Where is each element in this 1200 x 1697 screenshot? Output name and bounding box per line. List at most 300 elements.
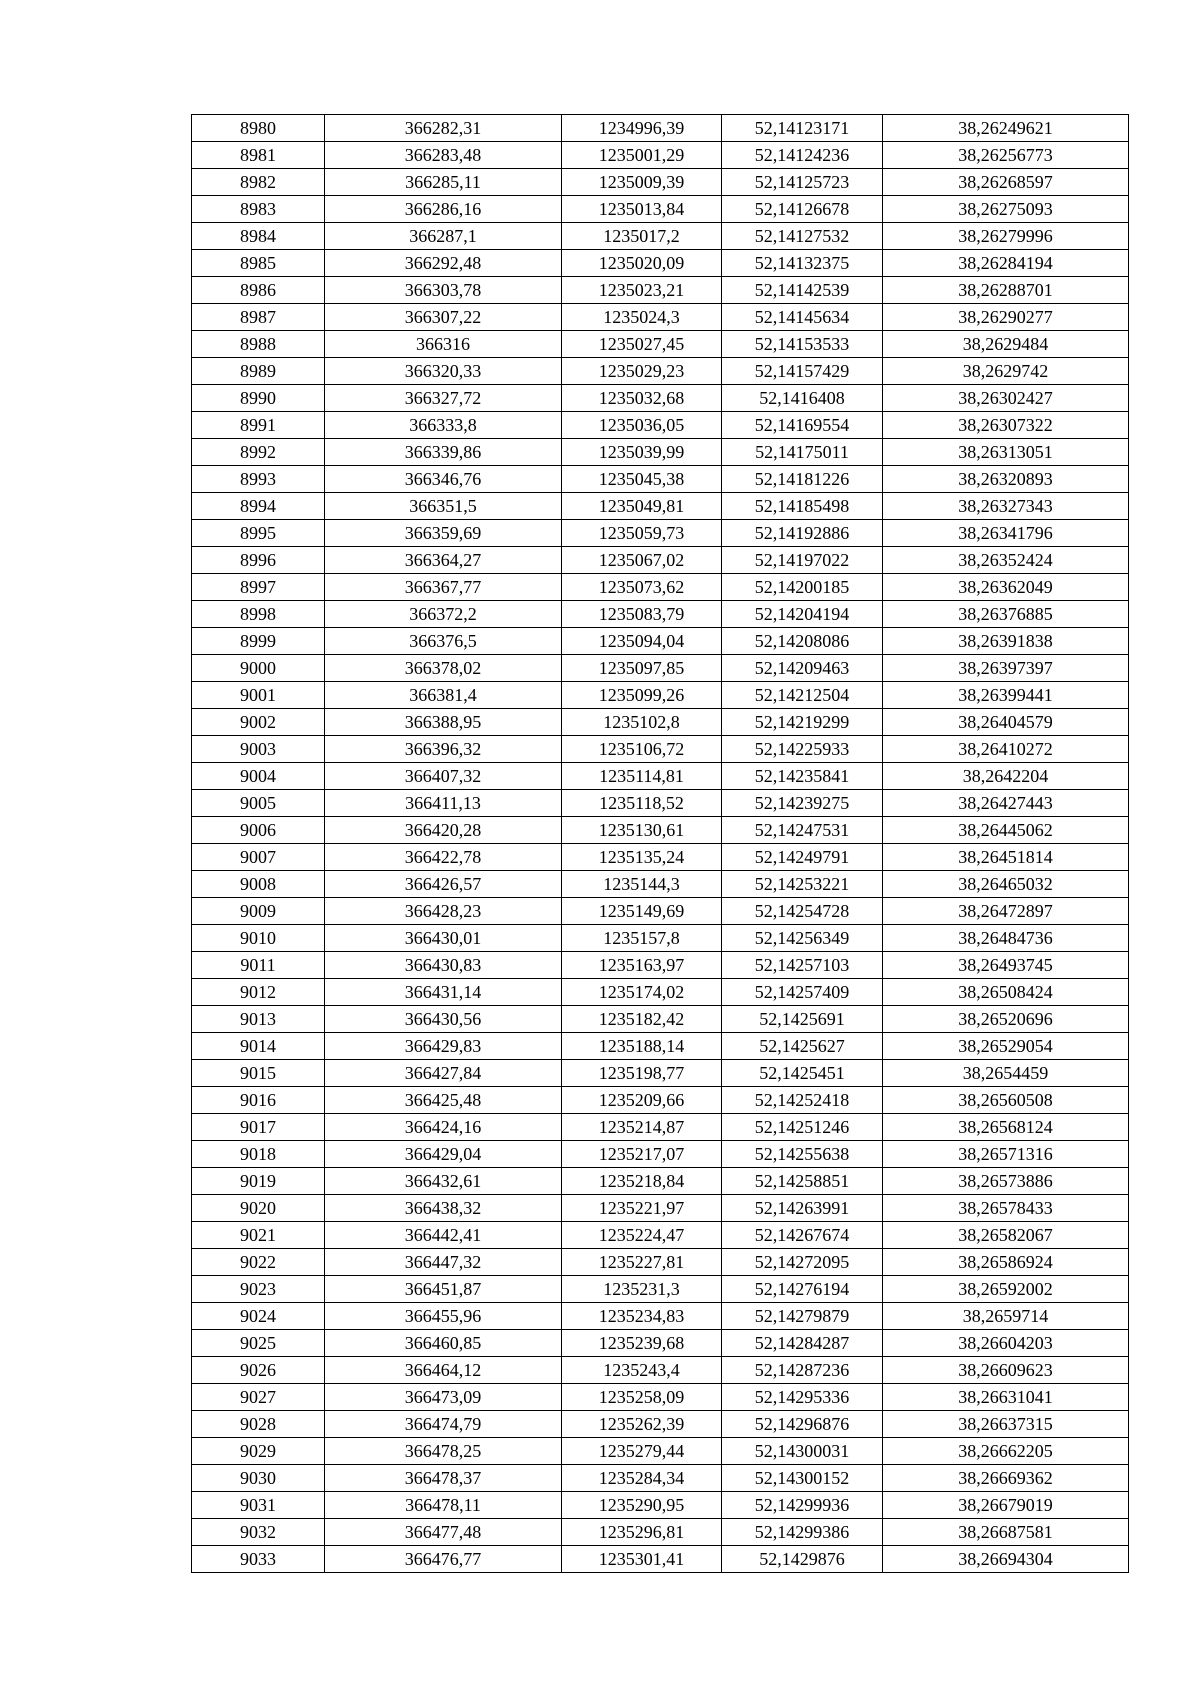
x-coordinate-cell: 366388,95 — [325, 709, 562, 736]
point-number-cell: 8998 — [192, 601, 325, 628]
table-row — [192, 871, 1129, 898]
y-coordinate-cell: 1235157,8 — [562, 925, 722, 952]
longitude-cell: 38,26249621 — [883, 115, 1129, 142]
y-coordinate-cell: 1235023,21 — [562, 277, 722, 304]
point-number-cell: 9032 — [192, 1519, 325, 1546]
y-coordinate-cell: 1235234,83 — [562, 1303, 722, 1330]
point-number-cell: 8983 — [192, 196, 325, 223]
x-coordinate-cell: 366287,1 — [325, 223, 562, 250]
point-number-cell: 8995 — [192, 520, 325, 547]
longitude-cell: 38,26451814 — [883, 844, 1129, 871]
x-coordinate-cell: 366364,27 — [325, 547, 562, 574]
table-row — [192, 844, 1129, 871]
longitude-cell: 38,26568124 — [883, 1114, 1129, 1141]
x-coordinate-cell: 366476,77 — [325, 1546, 562, 1573]
x-coordinate-cell: 366320,33 — [325, 358, 562, 385]
latitude-cell: 52,14192886 — [722, 520, 883, 547]
point-number-cell: 8994 — [192, 493, 325, 520]
x-coordinate-cell: 366477,48 — [325, 1519, 562, 1546]
y-coordinate-cell: 1235036,05 — [562, 412, 722, 439]
latitude-cell: 52,14153533 — [722, 331, 883, 358]
x-coordinate-cell: 366333,8 — [325, 412, 562, 439]
latitude-cell: 52,14254728 — [722, 898, 883, 925]
table-row — [192, 331, 1129, 358]
y-coordinate-cell: 1235243,4 — [562, 1357, 722, 1384]
y-coordinate-cell: 1235027,45 — [562, 331, 722, 358]
latitude-cell: 52,14276194 — [722, 1276, 883, 1303]
table-row — [192, 1168, 1129, 1195]
y-coordinate-cell: 1235073,62 — [562, 574, 722, 601]
y-coordinate-cell: 1235039,99 — [562, 439, 722, 466]
longitude-cell: 38,2642204 — [883, 763, 1129, 790]
x-coordinate-cell: 366478,25 — [325, 1438, 562, 1465]
longitude-cell: 38,26288701 — [883, 277, 1129, 304]
table-row — [192, 709, 1129, 736]
latitude-cell: 52,14181226 — [722, 466, 883, 493]
y-coordinate-cell: 1235067,02 — [562, 547, 722, 574]
point-number-cell: 9018 — [192, 1141, 325, 1168]
point-number-cell: 9012 — [192, 979, 325, 1006]
y-coordinate-cell: 1235009,39 — [562, 169, 722, 196]
x-coordinate-cell: 366431,14 — [325, 979, 562, 1006]
x-coordinate-cell: 366478,11 — [325, 1492, 562, 1519]
x-coordinate-cell: 366351,5 — [325, 493, 562, 520]
x-coordinate-cell: 366430,01 — [325, 925, 562, 952]
y-coordinate-cell: 1235188,14 — [562, 1033, 722, 1060]
coordinates-table-body — [192, 115, 1129, 1573]
x-coordinate-cell: 366283,48 — [325, 142, 562, 169]
latitude-cell: 52,1416408 — [722, 385, 883, 412]
table-row — [192, 1087, 1129, 1114]
latitude-cell: 52,1425691 — [722, 1006, 883, 1033]
latitude-cell: 52,14256349 — [722, 925, 883, 952]
table-row — [192, 736, 1129, 763]
table-row — [192, 439, 1129, 466]
y-coordinate-cell: 1235301,41 — [562, 1546, 722, 1573]
table-row — [192, 763, 1129, 790]
x-coordinate-cell: 366286,16 — [325, 196, 562, 223]
point-number-cell: 9030 — [192, 1465, 325, 1492]
longitude-cell: 38,26631041 — [883, 1384, 1129, 1411]
y-coordinate-cell: 1235083,79 — [562, 601, 722, 628]
table-row — [192, 574, 1129, 601]
table-row — [192, 115, 1129, 142]
y-coordinate-cell: 1235059,73 — [562, 520, 722, 547]
longitude-cell: 38,26669362 — [883, 1465, 1129, 1492]
latitude-cell: 52,14204194 — [722, 601, 883, 628]
point-number-cell: 9022 — [192, 1249, 325, 1276]
x-coordinate-cell: 366424,16 — [325, 1114, 562, 1141]
x-coordinate-cell: 366285,11 — [325, 169, 562, 196]
point-number-cell: 8984 — [192, 223, 325, 250]
x-coordinate-cell: 366430,56 — [325, 1006, 562, 1033]
point-number-cell: 8981 — [192, 142, 325, 169]
latitude-cell: 52,14300031 — [722, 1438, 883, 1465]
x-coordinate-cell: 366429,04 — [325, 1141, 562, 1168]
latitude-cell: 52,14169554 — [722, 412, 883, 439]
latitude-cell: 52,14209463 — [722, 655, 883, 682]
longitude-cell: 38,26362049 — [883, 574, 1129, 601]
x-coordinate-cell: 366327,72 — [325, 385, 562, 412]
latitude-cell: 52,14272095 — [722, 1249, 883, 1276]
x-coordinate-cell: 366429,83 — [325, 1033, 562, 1060]
longitude-cell: 38,26320893 — [883, 466, 1129, 493]
y-coordinate-cell: 1235106,72 — [562, 736, 722, 763]
longitude-cell: 38,26391838 — [883, 628, 1129, 655]
latitude-cell: 52,14279879 — [722, 1303, 883, 1330]
point-number-cell: 9016 — [192, 1087, 325, 1114]
point-number-cell: 8982 — [192, 169, 325, 196]
table-row — [192, 1546, 1129, 1573]
y-coordinate-cell: 1235279,44 — [562, 1438, 722, 1465]
y-coordinate-cell: 1235094,04 — [562, 628, 722, 655]
point-number-cell: 9010 — [192, 925, 325, 952]
y-coordinate-cell: 1235217,07 — [562, 1141, 722, 1168]
latitude-cell: 52,14252418 — [722, 1087, 883, 1114]
longitude-cell: 38,26582067 — [883, 1222, 1129, 1249]
point-number-cell: 9031 — [192, 1492, 325, 1519]
table-row — [192, 925, 1129, 952]
y-coordinate-cell: 1235118,52 — [562, 790, 722, 817]
table-row — [192, 385, 1129, 412]
y-coordinate-cell: 1235284,34 — [562, 1465, 722, 1492]
y-coordinate-cell: 1235024,3 — [562, 304, 722, 331]
point-number-cell: 8985 — [192, 250, 325, 277]
longitude-cell: 38,26529054 — [883, 1033, 1129, 1060]
y-coordinate-cell: 1235221,97 — [562, 1195, 722, 1222]
point-number-cell: 8988 — [192, 331, 325, 358]
table-row — [192, 1141, 1129, 1168]
table-row — [192, 682, 1129, 709]
point-number-cell: 9004 — [192, 763, 325, 790]
latitude-cell: 52,14126678 — [722, 196, 883, 223]
longitude-cell: 38,26609623 — [883, 1357, 1129, 1384]
y-coordinate-cell: 1235144,3 — [562, 871, 722, 898]
x-coordinate-cell: 366474,79 — [325, 1411, 562, 1438]
point-number-cell: 9025 — [192, 1330, 325, 1357]
x-coordinate-cell: 366346,76 — [325, 466, 562, 493]
point-number-cell: 9017 — [192, 1114, 325, 1141]
table-row — [192, 898, 1129, 925]
x-coordinate-cell: 366432,61 — [325, 1168, 562, 1195]
x-coordinate-cell: 366407,32 — [325, 763, 562, 790]
y-coordinate-cell: 1235163,97 — [562, 952, 722, 979]
longitude-cell: 38,26578433 — [883, 1195, 1129, 1222]
y-coordinate-cell: 1235020,09 — [562, 250, 722, 277]
latitude-cell: 52,14145634 — [722, 304, 883, 331]
latitude-cell: 52,14200185 — [722, 574, 883, 601]
table-row — [192, 304, 1129, 331]
latitude-cell: 52,14132375 — [722, 250, 883, 277]
point-number-cell: 9033 — [192, 1546, 325, 1573]
y-coordinate-cell: 1235045,38 — [562, 466, 722, 493]
latitude-cell: 52,1425451 — [722, 1060, 883, 1087]
longitude-cell: 38,2659714 — [883, 1303, 1129, 1330]
point-number-cell: 9002 — [192, 709, 325, 736]
y-coordinate-cell: 1235017,2 — [562, 223, 722, 250]
longitude-cell: 38,26341796 — [883, 520, 1129, 547]
latitude-cell: 52,14258851 — [722, 1168, 883, 1195]
x-coordinate-cell: 366367,77 — [325, 574, 562, 601]
longitude-cell: 38,26571316 — [883, 1141, 1129, 1168]
y-coordinate-cell: 1235174,02 — [562, 979, 722, 1006]
latitude-cell: 52,14251246 — [722, 1114, 883, 1141]
longitude-cell: 38,2654459 — [883, 1060, 1129, 1087]
table-row — [192, 1006, 1129, 1033]
x-coordinate-cell: 366460,85 — [325, 1330, 562, 1357]
longitude-cell: 38,26307322 — [883, 412, 1129, 439]
table-row — [192, 250, 1129, 277]
point-number-cell: 8987 — [192, 304, 325, 331]
latitude-cell: 52,14253221 — [722, 871, 883, 898]
point-number-cell: 8999 — [192, 628, 325, 655]
latitude-cell: 52,14185498 — [722, 493, 883, 520]
longitude-cell: 38,26427443 — [883, 790, 1129, 817]
longitude-cell: 38,26604203 — [883, 1330, 1129, 1357]
x-coordinate-cell: 366316 — [325, 331, 562, 358]
latitude-cell: 52,1429876 — [722, 1546, 883, 1573]
latitude-cell: 52,14239275 — [722, 790, 883, 817]
longitude-cell: 38,26275093 — [883, 196, 1129, 223]
x-coordinate-cell: 366376,5 — [325, 628, 562, 655]
table-row — [192, 1357, 1129, 1384]
longitude-cell: 38,26404579 — [883, 709, 1129, 736]
longitude-cell: 38,26445062 — [883, 817, 1129, 844]
table-row — [192, 790, 1129, 817]
table-row — [192, 520, 1129, 547]
latitude-cell: 52,14125723 — [722, 169, 883, 196]
latitude-cell: 52,14219299 — [722, 709, 883, 736]
x-coordinate-cell: 366455,96 — [325, 1303, 562, 1330]
latitude-cell: 52,14225933 — [722, 736, 883, 763]
longitude-cell: 38,26327343 — [883, 493, 1129, 520]
point-number-cell: 9024 — [192, 1303, 325, 1330]
x-coordinate-cell: 366396,32 — [325, 736, 562, 763]
table-row — [192, 493, 1129, 520]
longitude-cell: 38,26694304 — [883, 1546, 1129, 1573]
point-number-cell: 8986 — [192, 277, 325, 304]
x-coordinate-cell: 366372,2 — [325, 601, 562, 628]
point-number-cell: 9005 — [192, 790, 325, 817]
latitude-cell: 52,14267674 — [722, 1222, 883, 1249]
longitude-cell: 38,26279996 — [883, 223, 1129, 250]
point-number-cell: 8991 — [192, 412, 325, 439]
latitude-cell: 52,1425627 — [722, 1033, 883, 1060]
y-coordinate-cell: 1235209,66 — [562, 1087, 722, 1114]
latitude-cell: 52,14124236 — [722, 142, 883, 169]
table-row — [192, 1465, 1129, 1492]
y-coordinate-cell: 1235239,68 — [562, 1330, 722, 1357]
latitude-cell: 52,14247531 — [722, 817, 883, 844]
table-row — [192, 1411, 1129, 1438]
table-row — [192, 817, 1129, 844]
x-coordinate-cell: 366438,32 — [325, 1195, 562, 1222]
x-coordinate-cell: 366430,83 — [325, 952, 562, 979]
latitude-cell: 52,14299936 — [722, 1492, 883, 1519]
point-number-cell: 8989 — [192, 358, 325, 385]
x-coordinate-cell: 366447,32 — [325, 1249, 562, 1276]
longitude-cell: 38,26586924 — [883, 1249, 1129, 1276]
table-row — [192, 1060, 1129, 1087]
latitude-cell: 52,14208086 — [722, 628, 883, 655]
point-number-cell: 9015 — [192, 1060, 325, 1087]
latitude-cell: 52,14300152 — [722, 1465, 883, 1492]
longitude-cell: 38,2629484 — [883, 331, 1129, 358]
x-coordinate-cell: 366425,48 — [325, 1087, 562, 1114]
table-row — [192, 223, 1129, 250]
point-number-cell: 9023 — [192, 1276, 325, 1303]
latitude-cell: 52,14212504 — [722, 682, 883, 709]
latitude-cell: 52,14249791 — [722, 844, 883, 871]
y-coordinate-cell: 1235227,81 — [562, 1249, 722, 1276]
table-row — [192, 1519, 1129, 1546]
y-coordinate-cell: 1235258,09 — [562, 1384, 722, 1411]
x-coordinate-cell: 366442,41 — [325, 1222, 562, 1249]
point-number-cell: 9029 — [192, 1438, 325, 1465]
longitude-cell: 38,26465032 — [883, 871, 1129, 898]
table-row — [192, 1438, 1129, 1465]
point-number-cell: 8992 — [192, 439, 325, 466]
longitude-cell: 38,26290277 — [883, 304, 1129, 331]
x-coordinate-cell: 366303,78 — [325, 277, 562, 304]
y-coordinate-cell: 1235218,84 — [562, 1168, 722, 1195]
longitude-cell: 38,26313051 — [883, 439, 1129, 466]
y-coordinate-cell: 1235102,8 — [562, 709, 722, 736]
y-coordinate-cell: 1235224,47 — [562, 1222, 722, 1249]
y-coordinate-cell: 1235296,81 — [562, 1519, 722, 1546]
point-number-cell: 9014 — [192, 1033, 325, 1060]
latitude-cell: 52,14175011 — [722, 439, 883, 466]
longitude-cell: 38,26472897 — [883, 898, 1129, 925]
y-coordinate-cell: 1235099,26 — [562, 682, 722, 709]
table-row — [192, 1222, 1129, 1249]
point-number-cell: 9028 — [192, 1411, 325, 1438]
latitude-cell: 52,14197022 — [722, 547, 883, 574]
y-coordinate-cell: 1235198,77 — [562, 1060, 722, 1087]
table-row — [192, 655, 1129, 682]
coordinates-table — [191, 114, 1129, 1573]
x-coordinate-cell: 366339,86 — [325, 439, 562, 466]
latitude-cell: 52,14127532 — [722, 223, 883, 250]
table-row — [192, 547, 1129, 574]
latitude-cell: 52,14284287 — [722, 1330, 883, 1357]
longitude-cell: 38,26573886 — [883, 1168, 1129, 1195]
latitude-cell: 52,14123171 — [722, 115, 883, 142]
x-coordinate-cell: 366381,4 — [325, 682, 562, 709]
point-number-cell: 9009 — [192, 898, 325, 925]
longitude-cell: 38,26484736 — [883, 925, 1129, 952]
longitude-cell: 38,26376885 — [883, 601, 1129, 628]
longitude-cell: 38,26637315 — [883, 1411, 1129, 1438]
table-row — [192, 1384, 1129, 1411]
y-coordinate-cell: 1235001,29 — [562, 142, 722, 169]
point-number-cell: 8980 — [192, 115, 325, 142]
latitude-cell: 52,14257103 — [722, 952, 883, 979]
table-row — [192, 628, 1129, 655]
x-coordinate-cell: 366426,57 — [325, 871, 562, 898]
point-number-cell: 9006 — [192, 817, 325, 844]
point-number-cell: 9026 — [192, 1357, 325, 1384]
x-coordinate-cell: 366451,87 — [325, 1276, 562, 1303]
y-coordinate-cell: 1235049,81 — [562, 493, 722, 520]
x-coordinate-cell: 366282,31 — [325, 115, 562, 142]
y-coordinate-cell: 1235097,85 — [562, 655, 722, 682]
x-coordinate-cell: 366473,09 — [325, 1384, 562, 1411]
y-coordinate-cell: 1235130,61 — [562, 817, 722, 844]
point-number-cell: 9008 — [192, 871, 325, 898]
latitude-cell: 52,14287236 — [722, 1357, 883, 1384]
latitude-cell: 52,14257409 — [722, 979, 883, 1006]
table-row — [192, 979, 1129, 1006]
y-coordinate-cell: 1235032,68 — [562, 385, 722, 412]
table-row — [192, 1276, 1129, 1303]
table-row — [192, 1195, 1129, 1222]
latitude-cell: 52,14263991 — [722, 1195, 883, 1222]
table-row — [192, 412, 1129, 439]
point-number-cell: 9013 — [192, 1006, 325, 1033]
y-coordinate-cell: 1235214,87 — [562, 1114, 722, 1141]
longitude-cell: 38,26508424 — [883, 979, 1129, 1006]
longitude-cell: 38,26662205 — [883, 1438, 1129, 1465]
y-coordinate-cell: 1235231,3 — [562, 1276, 722, 1303]
point-number-cell: 9000 — [192, 655, 325, 682]
table-row — [192, 1249, 1129, 1276]
x-coordinate-cell: 366427,84 — [325, 1060, 562, 1087]
point-number-cell: 9011 — [192, 952, 325, 979]
point-number-cell: 9019 — [192, 1168, 325, 1195]
point-number-cell: 8996 — [192, 547, 325, 574]
longitude-cell: 38,26399441 — [883, 682, 1129, 709]
table-row — [192, 142, 1129, 169]
point-number-cell: 9020 — [192, 1195, 325, 1222]
longitude-cell: 38,26410272 — [883, 736, 1129, 763]
y-coordinate-cell: 1235182,42 — [562, 1006, 722, 1033]
x-coordinate-cell: 366464,12 — [325, 1357, 562, 1384]
longitude-cell: 38,26560508 — [883, 1087, 1129, 1114]
x-coordinate-cell: 366420,28 — [325, 817, 562, 844]
point-number-cell: 8990 — [192, 385, 325, 412]
x-coordinate-cell: 366411,13 — [325, 790, 562, 817]
table-row — [192, 466, 1129, 493]
longitude-cell: 38,26397397 — [883, 655, 1129, 682]
y-coordinate-cell: 1235290,95 — [562, 1492, 722, 1519]
point-number-cell: 9021 — [192, 1222, 325, 1249]
point-number-cell: 8997 — [192, 574, 325, 601]
latitude-cell: 52,14255638 — [722, 1141, 883, 1168]
table-row — [192, 358, 1129, 385]
table-row — [192, 601, 1129, 628]
point-number-cell: 9027 — [192, 1384, 325, 1411]
longitude-cell: 38,26284194 — [883, 250, 1129, 277]
point-number-cell: 8993 — [192, 466, 325, 493]
longitude-cell: 38,2629742 — [883, 358, 1129, 385]
table-row — [192, 196, 1129, 223]
y-coordinate-cell: 1235135,24 — [562, 844, 722, 871]
y-coordinate-cell: 1235262,39 — [562, 1411, 722, 1438]
table-row — [192, 1303, 1129, 1330]
x-coordinate-cell: 366428,23 — [325, 898, 562, 925]
table-row — [192, 952, 1129, 979]
y-coordinate-cell: 1235029,23 — [562, 358, 722, 385]
longitude-cell: 38,26493745 — [883, 952, 1129, 979]
latitude-cell: 52,14235841 — [722, 763, 883, 790]
longitude-cell: 38,26592002 — [883, 1276, 1129, 1303]
x-coordinate-cell: 366422,78 — [325, 844, 562, 871]
table-row — [192, 1033, 1129, 1060]
longitude-cell: 38,26268597 — [883, 169, 1129, 196]
latitude-cell: 52,14295336 — [722, 1384, 883, 1411]
y-coordinate-cell: 1234996,39 — [562, 115, 722, 142]
